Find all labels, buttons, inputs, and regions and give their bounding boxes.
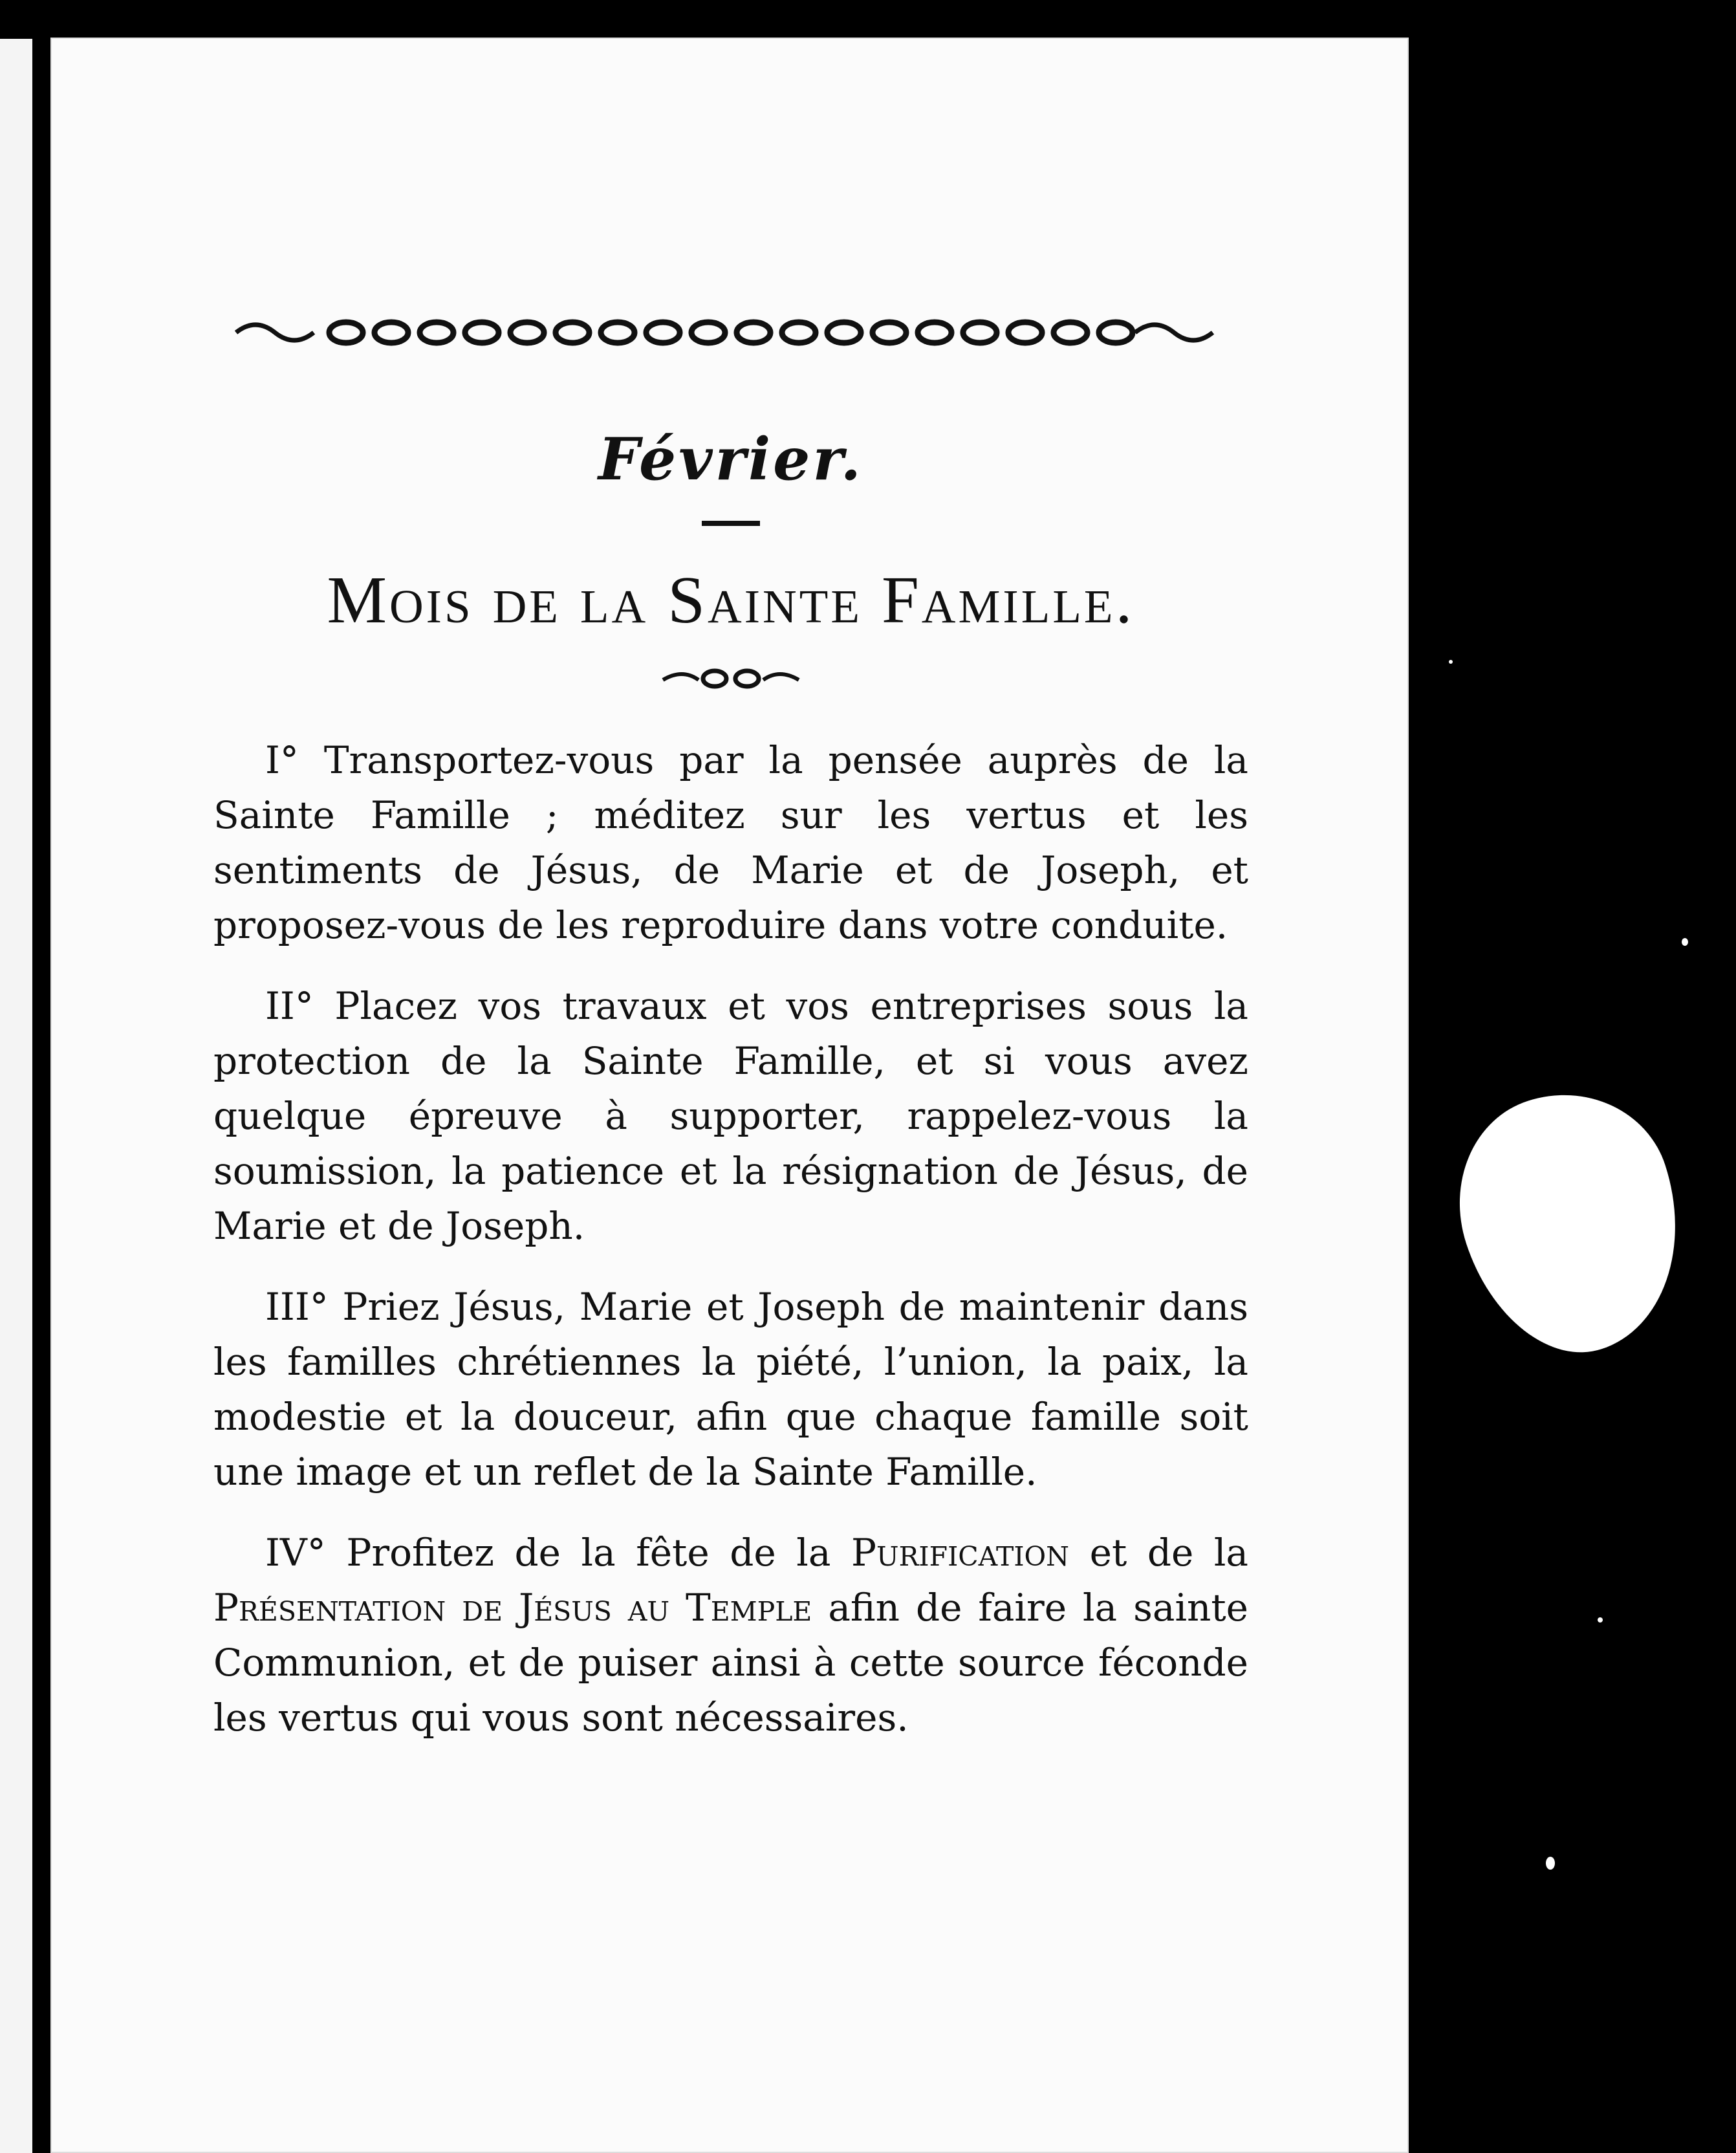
paragraph-text: Placez vos travaux et vos entreprises sous la protection de la Sainte Famille, et si vous avez quelque épreuve à supporter, rappelez-vous la soumission, la patience et la résignation de Jésus, de Marie et de Joseph. xyxy=(213,984,1248,1248)
feast-name-presentation: Présentation de Jésus au Temple xyxy=(213,1586,812,1630)
chapter-title: Mois de la Sainte Famille. xyxy=(327,563,1135,637)
page-content xyxy=(213,304,1248,1745)
gutter-shadow xyxy=(32,26,50,2153)
dust-speck xyxy=(1449,660,1453,664)
paragraph-3 xyxy=(213,1280,1248,1500)
paragraph-2 xyxy=(213,979,1248,1254)
paragraph-text: Profitez de la fête de la xyxy=(325,1531,851,1575)
paragraph-text: et de la xyxy=(1069,1531,1248,1575)
paragraph-text: afin de faire la sainte Communion, et de puiser ainsi à cette source féconde les vertus qui vous sont nécessaires. xyxy=(213,1586,1248,1740)
paragraph-4 xyxy=(213,1525,1248,1745)
month-heading: Février. xyxy=(598,425,863,494)
dust-speck xyxy=(1598,1617,1603,1623)
paragraph-numeral: I° xyxy=(265,738,299,782)
paper-hole-spot xyxy=(1430,1067,1713,1379)
heading-rule xyxy=(702,521,760,526)
decorative-border-ornament xyxy=(230,304,1219,356)
paragraph-numeral: IV° xyxy=(265,1531,326,1575)
paragraph-text: Transportez-vous par la pensée auprès de la Sainte Famille ; méditez sur les vertus et les sentiments de Jésus, de Marie et de Joseph, et proposez-vous de les reproduire dans votre conduite. xyxy=(213,738,1248,947)
dust-speck xyxy=(1546,1857,1555,1870)
feast-name-purification: Purification xyxy=(851,1531,1070,1575)
paragraph-1 xyxy=(213,733,1248,953)
paragraph-numeral: III° xyxy=(265,1285,329,1329)
small-ornament xyxy=(660,662,802,694)
adjacent-page-edge xyxy=(0,39,32,2153)
paragraph-text: Priez Jésus, Marie et Joseph de maintenir dans les familles chrétiennes la piété, l’union, la paix, la modestie et la douceur, afin que chaque famille soit une image et un reflet de la Sainte Famille. xyxy=(213,1285,1248,1494)
dust-speck xyxy=(1682,938,1688,946)
paragraph-numeral: II° xyxy=(265,984,314,1028)
